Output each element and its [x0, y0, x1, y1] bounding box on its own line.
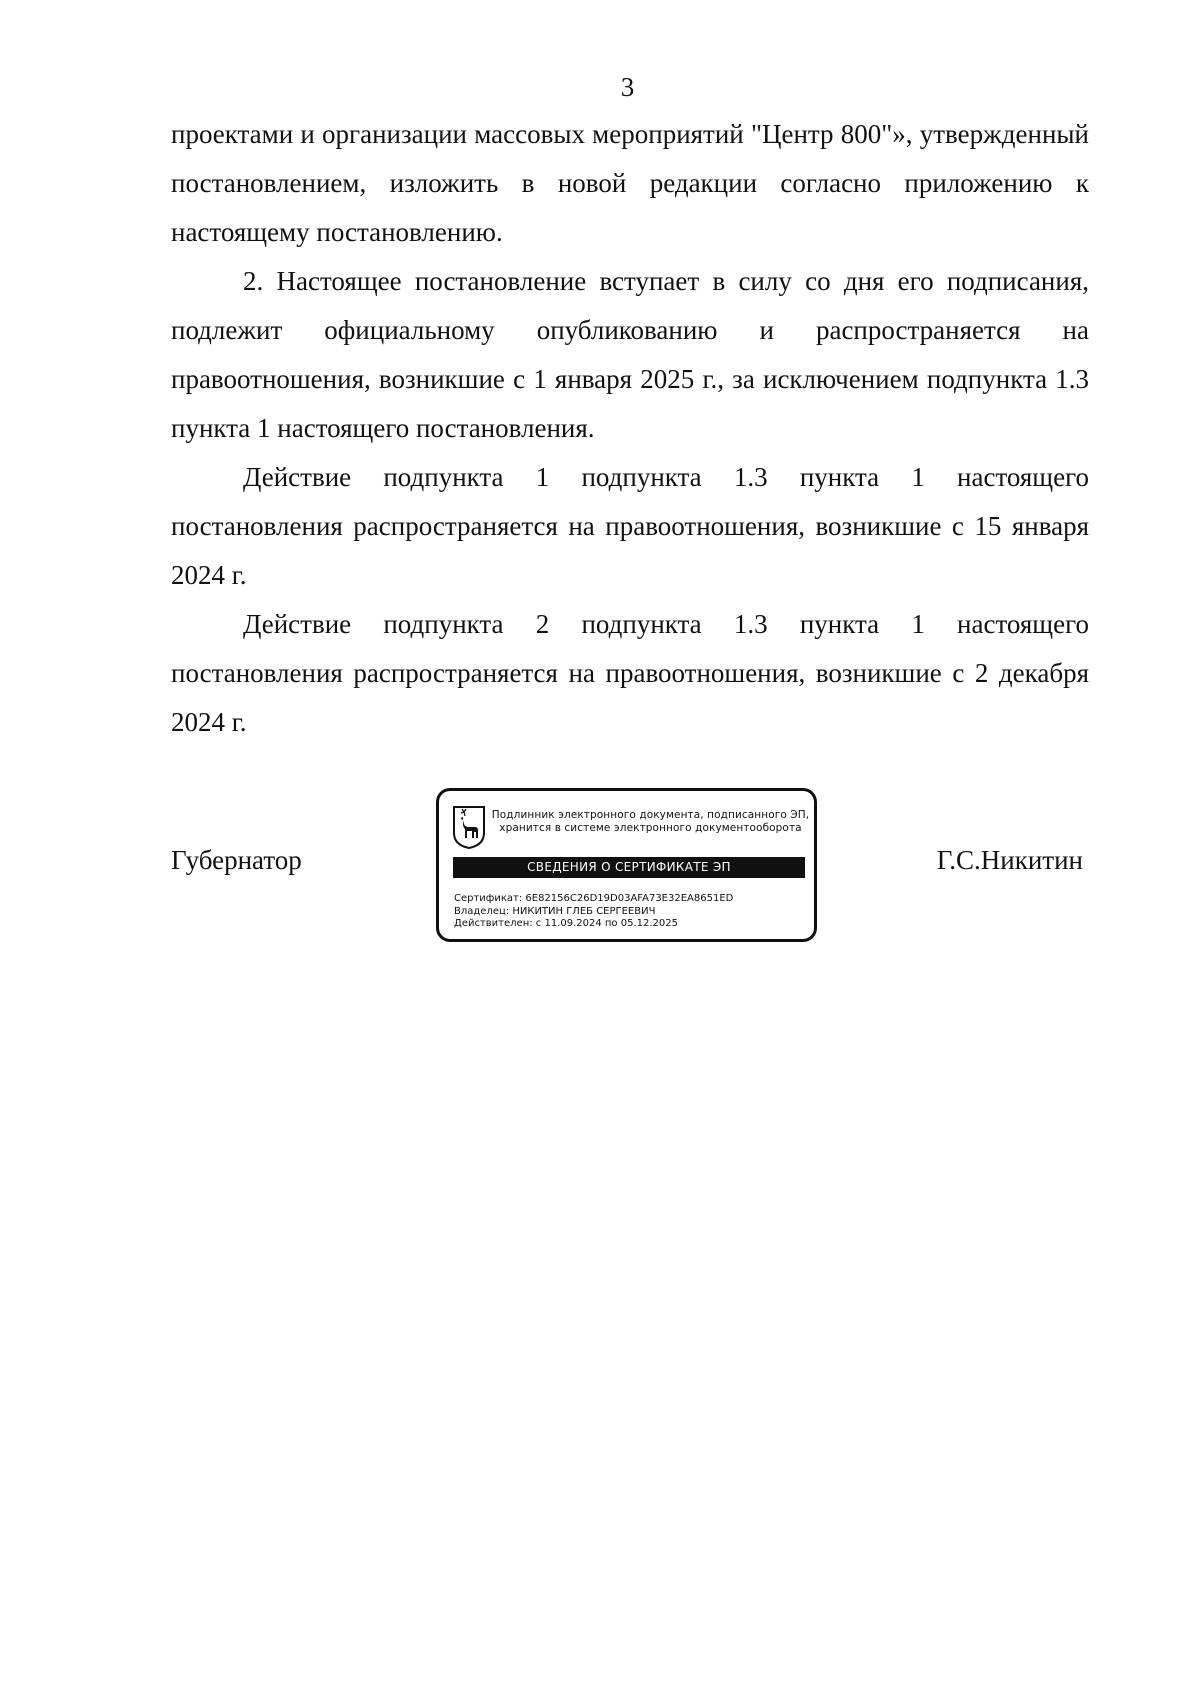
paragraph-continuation: проектами и организации массовых мероприятий "Центр 800"», утвержденный постановлением, изложить в новой редакции согласно приложению к настоящему постановлению. — [171, 119, 1089, 247]
stamp-certificate-details — [454, 893, 733, 931]
stamp-header-line-1: Подлинник электронного документа, подписанного ЭП, — [491, 809, 810, 821]
deer-emblem-icon — [452, 805, 486, 849]
paragraph-item-2: 2. Настоящее постановление вступает в силу со дня его подписания, подлежит официальному опубликованию и распространяется на правоотношения, возникшие с 1 января 2025 г., за исключением подпункта 1.3 пункта 1 настоящего постановления. — [171, 266, 1089, 443]
page-number: 3 — [620, 72, 635, 102]
certificate-serial: Сертификат: 6E82156C26D19D03AFA73E32EA8651ED — [454, 893, 734, 904]
stamp-header — [488, 809, 813, 835]
document-body — [171, 110, 1089, 747]
stamp-certificate-title: СВЕДЕНИЯ О СЕРТИФИКАТЕ ЭП — [453, 857, 805, 878]
paragraph-effect-subitem-1: Действие подпункта 1 подпункта 1.3 пункта 1 настоящего постановления распространяется на правоотношения, возникшие с 15 января 2024 г. — [171, 462, 1089, 590]
certificate-validity: Действителен: с 11.09.2024 по 05.12.2025 — [454, 918, 678, 929]
signatory-name: Г.С.Никитин — [936, 845, 1083, 875]
signatory-role: Губернатор — [171, 845, 302, 875]
electronic-signature-stamp — [436, 788, 817, 942]
certificate-owner: Владелец: НИКИТИН ГЛЕБ СЕРГЕЕВИЧ — [454, 905, 656, 917]
paragraph-effect-subitem-2: Действие подпункта 2 подпункта 1.3 пункта 1 настоящего постановления распространяется на правоотношения, возникшие с 2 декабря 2024 г. — [171, 609, 1089, 737]
stamp-header-line-2: хранится в системе электронного документооборота — [499, 822, 802, 834]
